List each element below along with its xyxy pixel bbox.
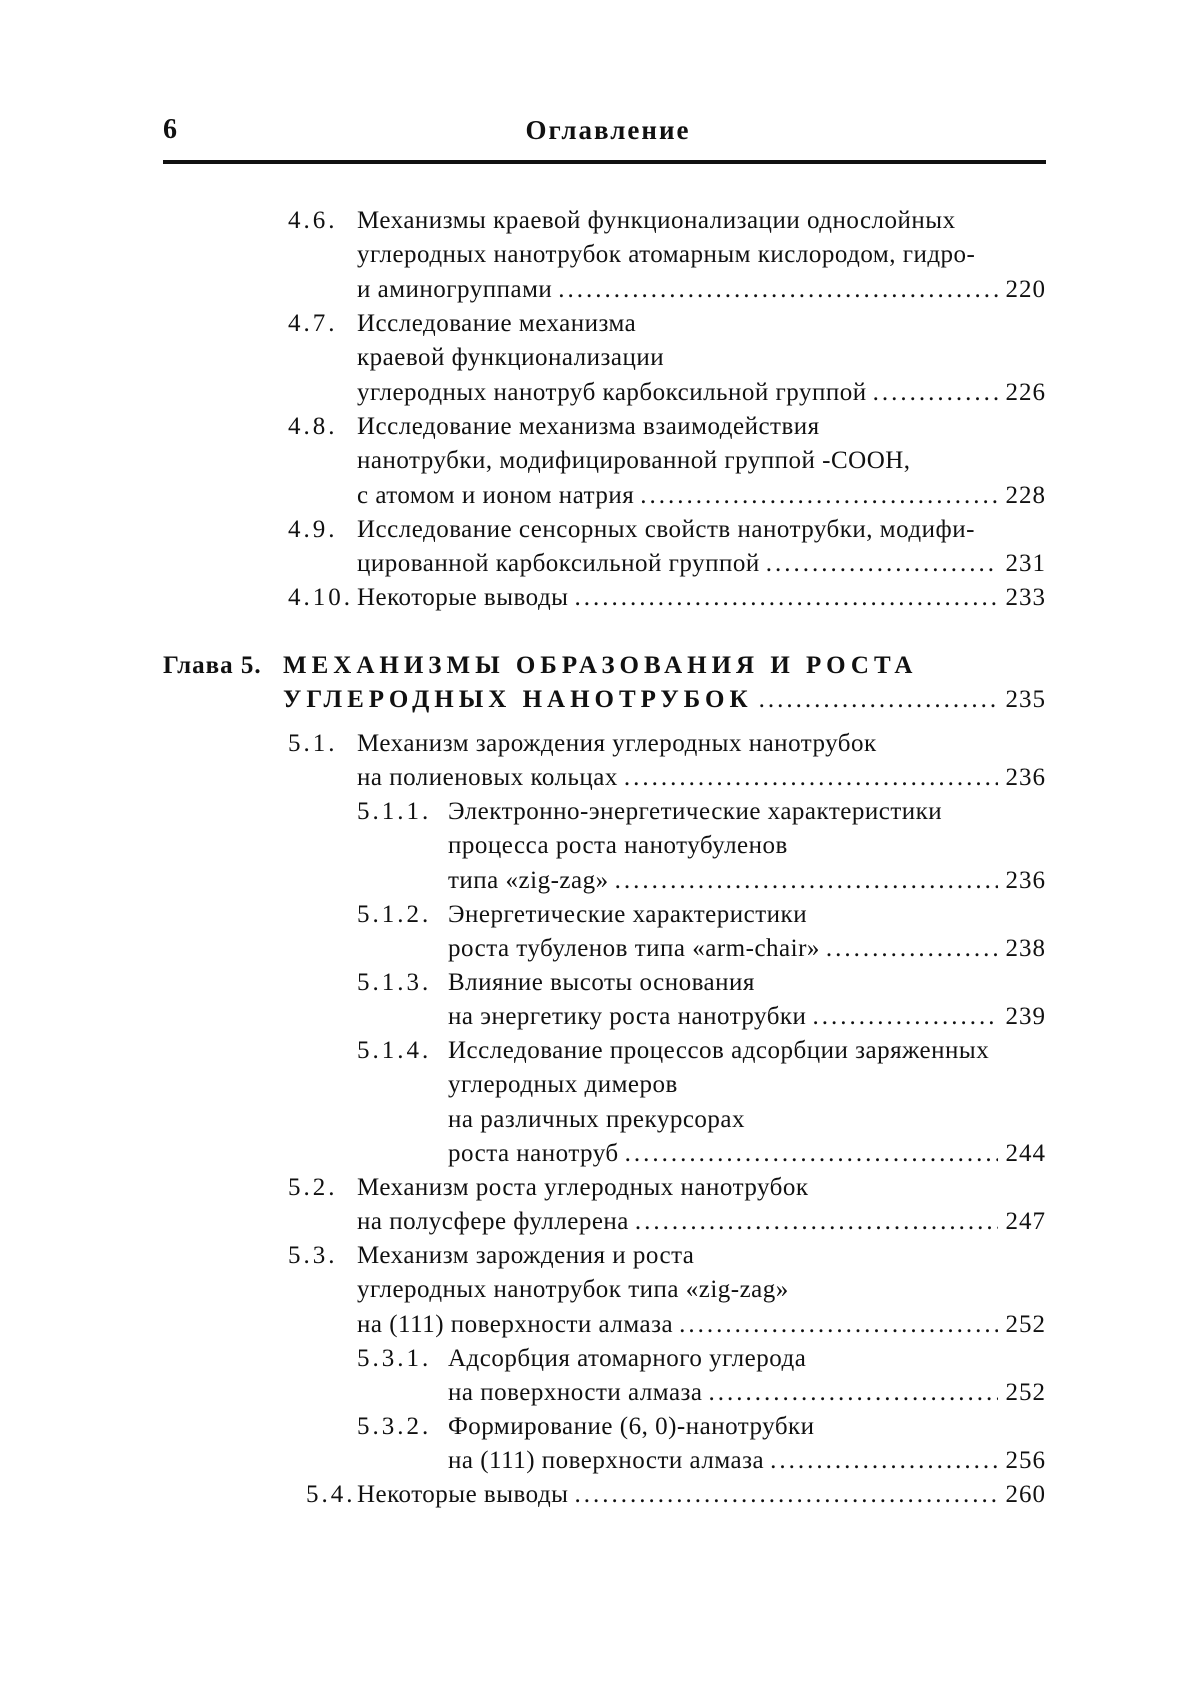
page-reference: 260	[1005, 1481, 1046, 1508]
page-reference: 233	[1005, 584, 1046, 611]
section-number: 4.8.	[288, 413, 338, 440]
entry-title-text: Некоторые выводы	[357, 584, 569, 611]
entry-title-line	[283, 682, 1046, 717]
page-reference: 252	[1005, 1379, 1046, 1407]
section-number: 5.1.1.	[357, 798, 432, 825]
entry-title-line: на различных прекурсорах	[448, 1105, 746, 1133]
entry-title-text: на (111) поверхности алмаза	[357, 1310, 674, 1338]
entry-title-line: углеродных димеров	[448, 1071, 678, 1099]
entry-title-line: Исследование процессов адсорбции заряженных	[448, 1037, 990, 1064]
entry-title-text: с атомом и ионом натрия	[357, 481, 635, 509]
page-reference: 235	[1005, 686, 1046, 714]
dot-leader	[558, 272, 997, 307]
entry-title-line	[357, 580, 1046, 615]
dot-leader	[770, 1443, 997, 1478]
entry-title-text: на полиеновых кольцах	[357, 764, 618, 792]
section-number: 4.9.	[288, 516, 338, 543]
page-reference: 226	[1005, 378, 1046, 406]
page-reference: 220	[1005, 275, 1046, 303]
section-number: Глава 5.	[163, 652, 262, 679]
entry-title-text: цированной карбоксильной группой	[357, 550, 760, 578]
entry-title-line: МЕХАНИЗМЫ ОБРАЗОВАНИЯ И РОСТА	[283, 652, 918, 679]
page-reference: 231	[1005, 550, 1046, 578]
entry-title-line	[357, 272, 1046, 307]
entry-title-line	[448, 1375, 1046, 1410]
section-number: 5.1.2.	[357, 901, 432, 928]
entry-title-line	[357, 1204, 1046, 1239]
section-number: 4.10.	[288, 584, 353, 611]
dot-leader	[574, 1477, 997, 1512]
dot-leader	[679, 1307, 997, 1342]
dot-leader	[635, 1204, 998, 1239]
entry-title-line	[357, 478, 1046, 513]
entry-title-line: Адсорбция атомарного углерода	[448, 1345, 807, 1372]
entry-title-line: Влияние высоты основания	[448, 969, 755, 996]
entry-title-line: краевой функционализации	[357, 344, 665, 372]
entry-title-line	[448, 1136, 1046, 1171]
section-number: 4.6.	[288, 207, 338, 234]
entry-title-text: Некоторые выводы	[357, 1481, 569, 1508]
section-number: 5.1.3.	[357, 969, 432, 996]
dot-leader	[812, 999, 997, 1034]
entry-title-text: на (111) поверхности алмаза	[448, 1447, 765, 1475]
page-reference: 239	[1005, 1003, 1046, 1031]
entry-title-line: Исследование механизма	[357, 310, 637, 337]
entry-title-line	[448, 931, 1046, 966]
dot-leader	[574, 580, 997, 615]
entry-title-line: углеродных нанотрубок атомарным кислородом, гидро-	[357, 241, 976, 269]
dot-leader	[826, 931, 998, 966]
entry-title-line: нанотрубки, модифицированной группой -COOH,	[357, 447, 911, 475]
entry-title-text: на энергетику роста нанотрубки	[448, 1003, 807, 1031]
entry-title-text: типа «zig-zag»	[448, 866, 609, 894]
page-reference: 244	[1005, 1140, 1046, 1168]
page-reference: 238	[1005, 935, 1046, 963]
section-number: 5.4.	[306, 1481, 356, 1508]
entry-title-line	[448, 999, 1046, 1034]
entry-title-text: и аминогруппами	[357, 275, 553, 303]
entry-title-line: углеродных нанотрубок типа «zig-zag»	[357, 1276, 789, 1304]
page-reference: 247	[1005, 1208, 1046, 1236]
entry-title-line	[357, 1307, 1046, 1342]
entry-title-line	[357, 1477, 1046, 1512]
dot-leader	[759, 682, 998, 717]
section-number: 4.7.	[288, 310, 338, 337]
entry-title-line	[448, 863, 1046, 898]
entry-title-text: на поверхности алмаза	[448, 1379, 703, 1407]
section-number: 5.3.1.	[357, 1345, 432, 1372]
page-reference: 228	[1005, 481, 1046, 509]
entry-title-line: Механизм зарождения и роста	[357, 1242, 695, 1269]
dot-leader	[873, 375, 998, 410]
section-number: 5.3.2.	[357, 1413, 432, 1440]
entry-title-line: Электронно-энергетические характеристики	[448, 798, 943, 825]
page-number: 6	[163, 114, 177, 145]
entry-title-line: процесса роста нанотубуленов	[448, 832, 788, 860]
entry-title-line	[448, 1443, 1046, 1478]
dot-leader	[624, 760, 998, 795]
section-number: 5.1.	[288, 730, 338, 757]
section-number: 5.3.	[288, 1242, 338, 1269]
running-title: Оглавление	[525, 115, 691, 145]
dot-leader	[766, 546, 998, 581]
dot-leader	[625, 1136, 998, 1171]
entry-title-line: Механизм зарождения углеродных нанотрубок	[357, 730, 877, 757]
entry-title-text: на полусфере фуллерена	[357, 1208, 629, 1236]
entry-title-line: Механизм роста углеродных нанотрубок	[357, 1174, 809, 1201]
entry-title-line: Исследование сенсорных свойств нанотрубки, модифи-	[357, 516, 975, 543]
page-reference: 236	[1005, 764, 1046, 792]
entry-title-line: Исследование механизма взаимодействия	[357, 413, 820, 440]
entry-title-text: роста нанотруб	[448, 1140, 619, 1168]
entry-title-text: УГЛЕРОДНЫХ НАНОТРУБОК	[283, 686, 753, 714]
entry-title-text: углеродных нанотруб карбоксильной группой	[357, 378, 867, 406]
section-number: 5.2.	[288, 1174, 338, 1201]
entry-title-line	[357, 546, 1046, 581]
page-reference: 252	[1005, 1310, 1046, 1338]
page-reference: 256	[1005, 1447, 1046, 1475]
entry-title-line: Механизмы краевой функционализации однослойных	[357, 207, 956, 234]
entry-title-text: роста тубуленов типа «arm-chair»	[448, 935, 820, 963]
entry-title-line	[357, 375, 1046, 410]
dot-leader	[615, 863, 998, 898]
section-number: 5.1.4.	[357, 1037, 432, 1064]
dot-leader	[640, 478, 997, 513]
entry-title-line: Формирование (6, 0)-нанотрубки	[448, 1413, 815, 1440]
page-reference: 236	[1005, 866, 1046, 894]
entry-title-line: Энергетические характеристики	[448, 901, 808, 928]
entry-title-line	[357, 760, 1046, 795]
dot-leader	[709, 1375, 998, 1410]
